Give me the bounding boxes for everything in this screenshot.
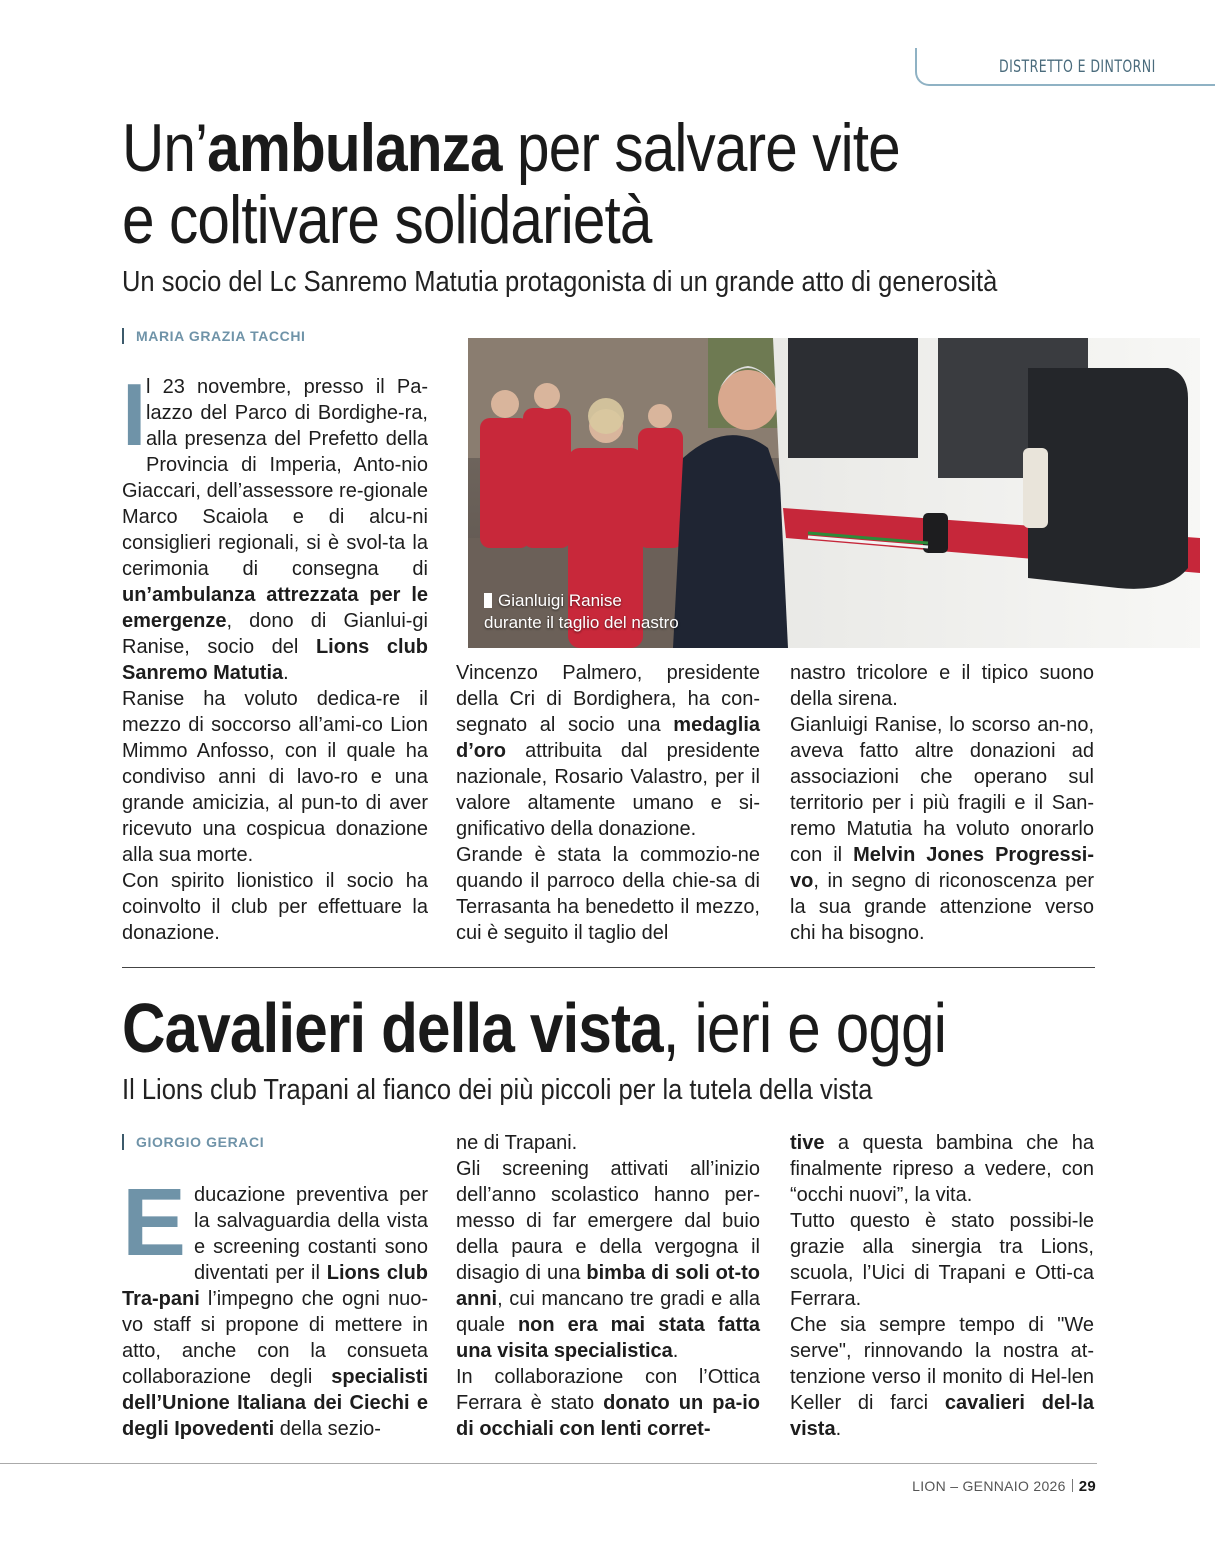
- dropcap: I: [122, 365, 147, 464]
- article1-col1: Il 23 novembre, presso il Pa-lazzo del Parco di Bordighe-ra, alla presenza del Prefetto della Provincia di Imperia, Anto-nio Giaccari, dell’assessore re-gionale Marco Scaiola e di alcu-ni consiglieri regionali, si è svol-ta la cerimonia di consegna di un’ambulanza attrezzata per le emergenze, dono di Gianlui-gi Ranise, socio del Lions club Sanremo Matutia. Ranise ha voluto dedica-re il mezzo di soccorso all’ami-co Lion Mimmo Anfosso, con il quale ha condiviso anni di lavo-ro e una grande amicizia, al pun-to di aver ricevuto una cospicua donazione alla sua morte. Con spirito lionistico il socio ha coinvolto il club per effettuare la donazione.: [122, 365, 428, 944]
- article2-subtitle: Il Lions club Trapani al fianco dei più piccoli per la tutela della vista: [122, 1074, 873, 1106]
- article2-col1: Educazione preventiva per la salvaguardia della vista e screening costanti sono diventati per il Lions club Tra-pani l’impegno che ogni nuo-vo staff si propone di mettere in atto, anche con la consueta collaborazione degli specialisti dell’Unione Italiana dei Ciechi e degli Ipovedenti della sezio-: [122, 1169, 428, 1440]
- ambulance-photo: [468, 338, 1200, 648]
- page-footer: [912, 1478, 1096, 1495]
- article1-title: Un’ambulanza per salvare vite e coltivare solidarietà: [122, 110, 900, 258]
- section-label: DISTRETTO E DINTORNI: [999, 57, 1156, 77]
- page-number: 29: [1078, 1478, 1096, 1495]
- section-tab: [915, 48, 1215, 86]
- article1-col2: Vincenzo Palmero, presidente della Cri di Bordighera, ha con-segnato al socio una medaglia d’oro attribuita dal presidente nazionale, Rosario Valastro, per il valore altamente umano e si-gnificativo della donazione. Grande è stata la commozio-ne quando il parroco della chie-sa di Terrasanta ha benedetto il mezzo, cui è seguito il taglio del: [456, 662, 760, 944]
- article-divider: [122, 967, 1095, 968]
- footer-separator: [1072, 1479, 1073, 1492]
- article2-col3: tive a questa bambina che ha finalmente ripreso a vedere, con “occhi nuovi”, la vita. Tutto questo è stato possibi-le grazie alla sinergia tra Lions, scuola, l’Uici di Trapani e Otti-ca Ferrara. Che sia sempre tempo di "We serve", rinnovando la nostra at-tenzione verso il monito di Hel-len Keller di farci cavalieri del-la vista.: [790, 1132, 1094, 1440]
- article1-author: MARIA GRAZIA TACCHI: [122, 328, 306, 344]
- article1-col3: nastro tricolore e il tipico suono della sirena. Gianluigi Ranise, lo scorso an-no, aveva fatto altre donazioni ad associazioni che operano sul territorio per i più fragili e il San-remo Matutia ha voluto onorarlo con il Melvin Jones Progressi-vo, in segno di riconoscenza per la sua grande attenzione verso chi ha bisogno.: [790, 662, 1095, 944]
- issue-label: LION – GENNAIO 2026: [912, 1478, 1066, 1494]
- article1-subtitle: Un socio del Lc Sanremo Matutia protagonista di un grande atto di generosità: [122, 266, 998, 298]
- article2-col2: ne di Trapani. Gli screening attivati all’inizio dell’anno scolastico hanno per-messo di far emergere dal buio della paura e della vergogna il disagio di una bimba di soli ot-to anni, cui mancano tre gradi e alla quale non era mai stata fatta una visita specialistica. In collaborazione con l’Ottica Ferrara è stato donato un pa-io di occhiali con lenti corret-: [456, 1132, 760, 1440]
- footer-rule: [0, 1463, 1097, 1464]
- article2-author: GIORGIO GERACI: [122, 1134, 264, 1150]
- dropcap: E: [122, 1169, 187, 1276]
- caption-mark: [484, 593, 492, 608]
- article2-title: Cavalieri della vista, ieri e oggi: [122, 989, 947, 1067]
- photo-caption: Gianluigi Ranise durante il taglio del nastro: [484, 591, 679, 632]
